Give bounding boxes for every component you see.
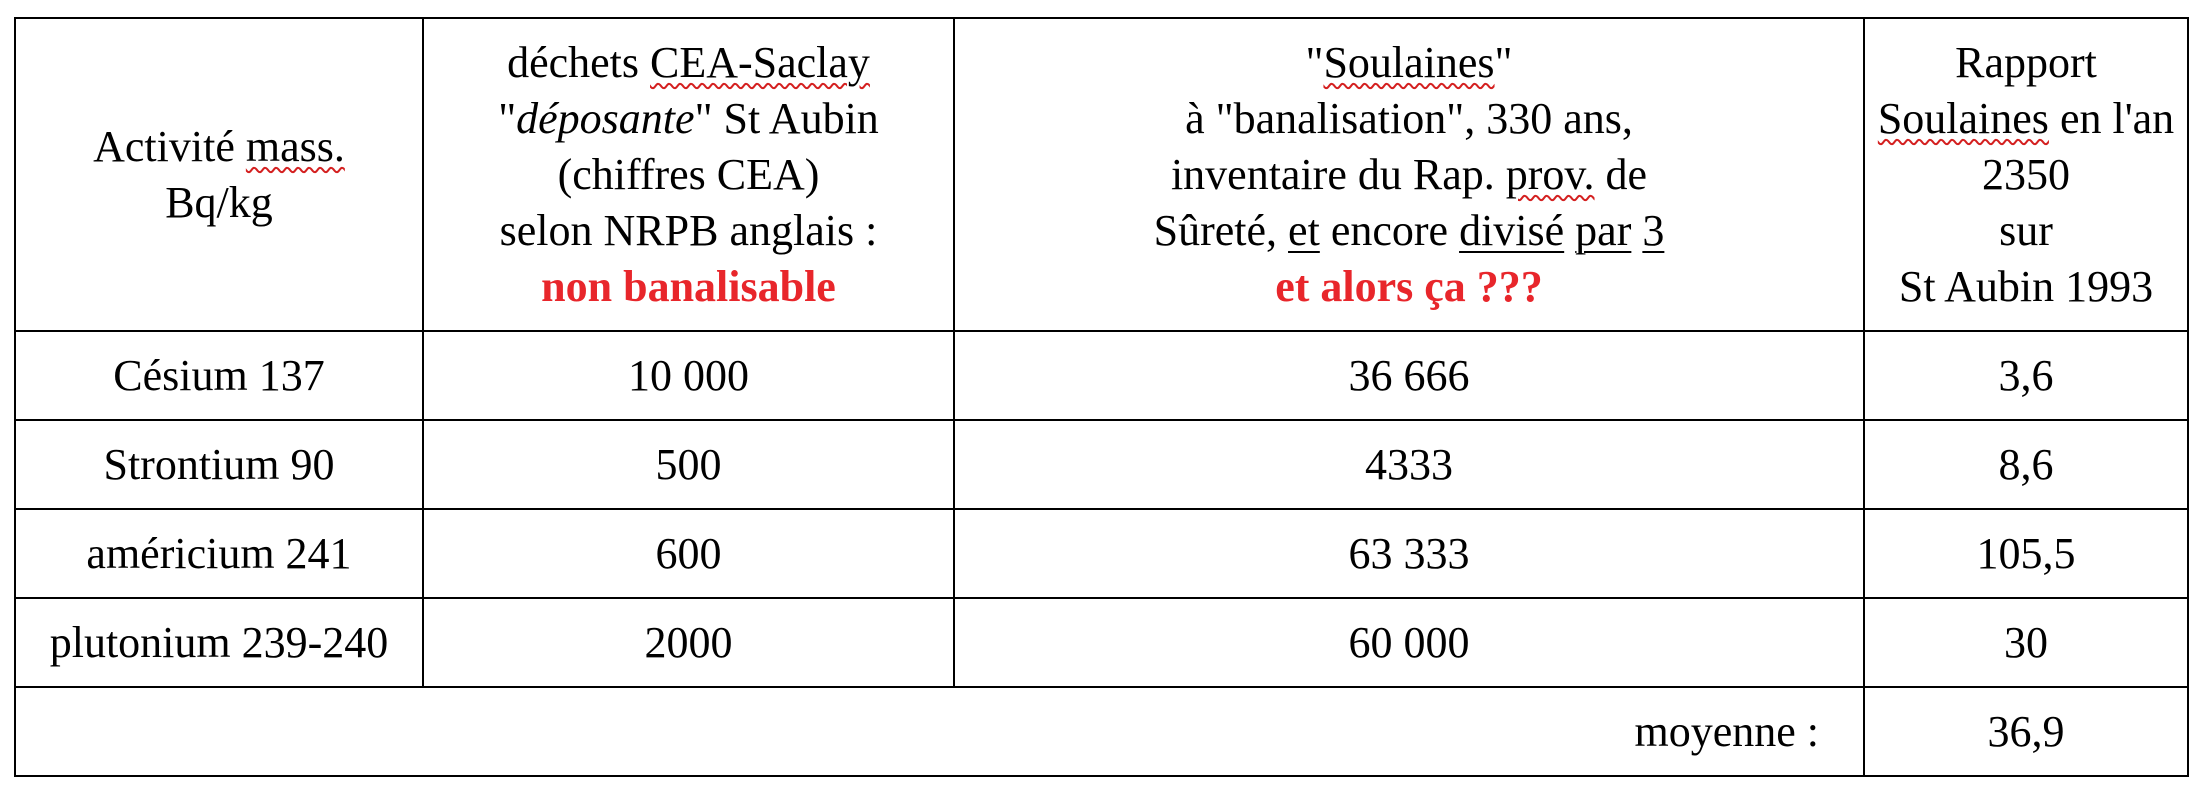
- soulaines-value-cell: 60 000: [954, 598, 1864, 687]
- header-row: [15, 18, 2188, 331]
- header-cea-saclay-waste: [423, 18, 954, 331]
- isotope-cell: Césium 137: [15, 331, 423, 420]
- header-text: de: [1594, 149, 1648, 199]
- header-text: selon NRPB anglais :: [499, 205, 878, 255]
- header-text: encore: [1319, 205, 1460, 255]
- header-text-underlined: et: [1288, 205, 1320, 255]
- ratio-cell: 30: [1864, 598, 2188, 687]
- header-activity-mass: [15, 18, 423, 331]
- header-text: inventaire du Rap.: [1170, 149, 1506, 199]
- header-text: CEA-Saclay: [650, 37, 870, 87]
- st-aubin-value-cell: 600: [423, 509, 954, 598]
- average-row: [15, 687, 2188, 776]
- header-text: ": [498, 93, 517, 143]
- header-text: Soulaines: [1323, 37, 1495, 87]
- header-red-note: non banalisable: [541, 261, 836, 311]
- header-text: prov.: [1505, 149, 1595, 199]
- isotope-cell: américium 241: [15, 509, 423, 598]
- header-text: sur: [1999, 205, 2053, 255]
- header-text: en l'an: [2048, 93, 2175, 143]
- isotope-cell: plutonium 239-240: [15, 598, 423, 687]
- header-soulaines: [954, 18, 1864, 331]
- header-text: 2350: [1982, 149, 2070, 199]
- header-text: déchets: [507, 37, 650, 87]
- ratio-cell: 8,6: [1864, 420, 2188, 509]
- header-text: Soulaines: [1877, 93, 2049, 143]
- average-value: 36,9: [1864, 687, 2188, 776]
- table-row: [15, 420, 2188, 509]
- soulaines-value-cell: 4333: [954, 420, 1864, 509]
- table-row: [15, 509, 2188, 598]
- st-aubin-value-cell: 2000: [423, 598, 954, 687]
- header-text: à "banalisation", 330 ans,: [1185, 93, 1633, 143]
- header-text: Sûreté,: [1153, 205, 1289, 255]
- header-text: ": [1305, 37, 1324, 87]
- header-text: St Aubin 1993: [1898, 261, 2154, 311]
- header-red-note: et alors ça ???: [1275, 261, 1543, 311]
- header-text-italic: déposante: [516, 93, 695, 143]
- ratio-cell: 105,5: [1864, 509, 2188, 598]
- table-row: [15, 331, 2188, 420]
- header-text: Rapport: [1955, 37, 2097, 87]
- header-text-underlined: 3: [1642, 205, 1665, 255]
- header-text: Activité: [93, 121, 246, 171]
- header-ratio: [1864, 18, 2188, 331]
- header-text: mass.: [245, 121, 345, 171]
- header-text-underlined: par: [1575, 205, 1632, 255]
- header-text: [1631, 206, 1642, 255]
- st-aubin-value-cell: 10 000: [423, 331, 954, 420]
- header-text: [1564, 206, 1575, 255]
- header-text-underlined: divisé: [1459, 205, 1565, 255]
- header-unit: Bq/kg: [165, 177, 273, 227]
- activity-comparison-table: [14, 17, 2189, 777]
- header-text: (chiffres CEA): [557, 149, 820, 199]
- header-text: ": [1494, 37, 1513, 87]
- st-aubin-value-cell: 500: [423, 420, 954, 509]
- isotope-cell: Strontium 90: [15, 420, 423, 509]
- header-text: " St Aubin: [694, 93, 879, 143]
- soulaines-value-cell: 36 666: [954, 331, 1864, 420]
- soulaines-value-cell: 63 333: [954, 509, 1864, 598]
- table-row: [15, 598, 2188, 687]
- ratio-cell: 3,6: [1864, 331, 2188, 420]
- average-label: moyenne :: [15, 687, 1864, 776]
